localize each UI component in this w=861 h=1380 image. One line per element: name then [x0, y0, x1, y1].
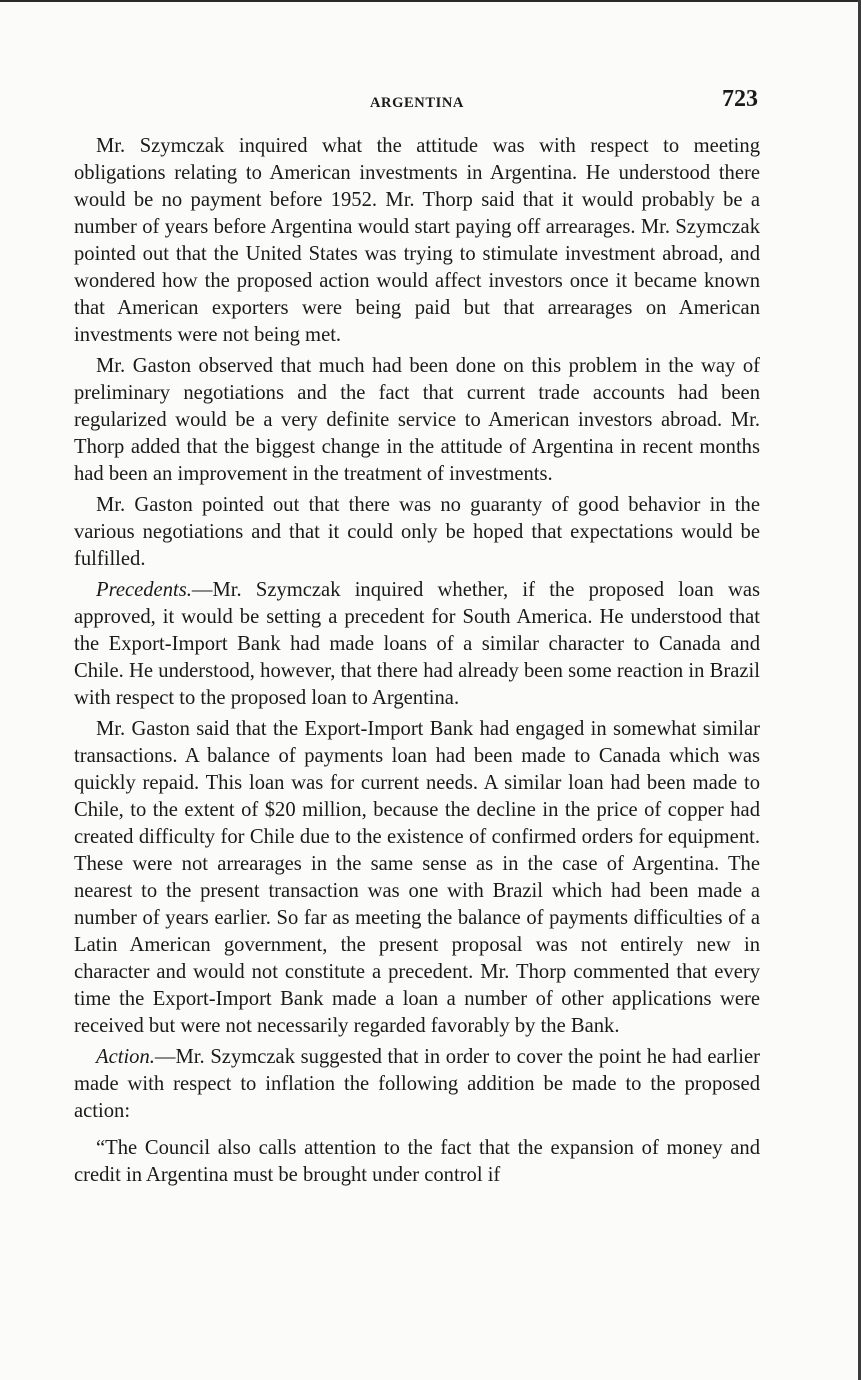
top-rule — [0, 0, 861, 2]
paragraph-5: Mr. Gaston said that the Export-Import Bank had engaged in somewhat similar transactions. A balance of payments loan had been made to Canada which was quickly repaid. This loan was for current needs. A similar loan had been made to Chile, to the extent of $20 million, because the decline in the price of copper had created difficulty for Chile due to the existence of confirmed orders for equipment. These were not arrearages in the same sense as in the case of Argentina. The nearest to the present transaction was one with Brazil which had been made a number of years earlier. So far as meeting the balance of payments difficulties of a Latin American government, the present proposal was not entirely new in character and would not constitute a precedent. Mr. Thorp commented that every time the Export-Import Bank made a loan a number of other applications were received but were not necessarily regarded favorably by the Bank. — [74, 718, 760, 1037]
running-title: ARGENTINA — [369, 95, 465, 111]
paragraph-precedents: Precedents.—Mr. Szymczak inquired whether, if the proposed loan was approved, it would be setting a precedent for South America. He understood that the Export-Import Bank had made loans of a similar character to Canada and Chile. He understood, however, that there had already been some reaction in Brazil with respect to the proposed loan to Argentina. — [74, 579, 760, 709]
runin-heading-action: Action. — [96, 1046, 155, 1068]
paragraph-3: Mr. Gaston pointed out that there was no guaranty of good behavior in the various negotiations and that it could only be hoped that expectations would be fulfilled. — [74, 494, 760, 570]
paragraph-1: Mr. Szymczak inquired what the attitude was with respect to meeting obligations relating to American investments in Argentina. He understood there would be no payment before 1952. Mr. Thorp said that it would probably be a number of years before Argentina would start paying off arrearages. Mr. Szymczak pointed out that the United States was trying to stimulate investment abroad, and wondered how the proposed action would affect investors once it became known that American exporters were being paid but that arrearages on American investments were not being met. — [74, 135, 760, 346]
paragraph-2: Mr. Gaston observed that much had been done on this problem in the way of preliminary negotiations and the fact that current trade accounts had been regularized would be a very definite service to American investors abroad. Mr. Thorp added that the biggest change in the attitude of Argentina in recent months had been an improvement in the treatment of investments. — [74, 355, 760, 485]
runin-heading-precedents: Precedents. — [96, 579, 192, 601]
page-number: 723 — [722, 86, 758, 112]
body-text — [74, 133, 760, 1193]
paragraph-action: Action.—Mr. Szymczak suggested that in order to cover the point he had earlier made with respect to inflation the following addition be made to the proposed action: — [74, 1046, 760, 1122]
running-head — [74, 86, 760, 116]
quoted-addition: “The Council also calls attention to the fact that the expansion of money and credit in Argentina must be brought under control if — [74, 1137, 760, 1186]
